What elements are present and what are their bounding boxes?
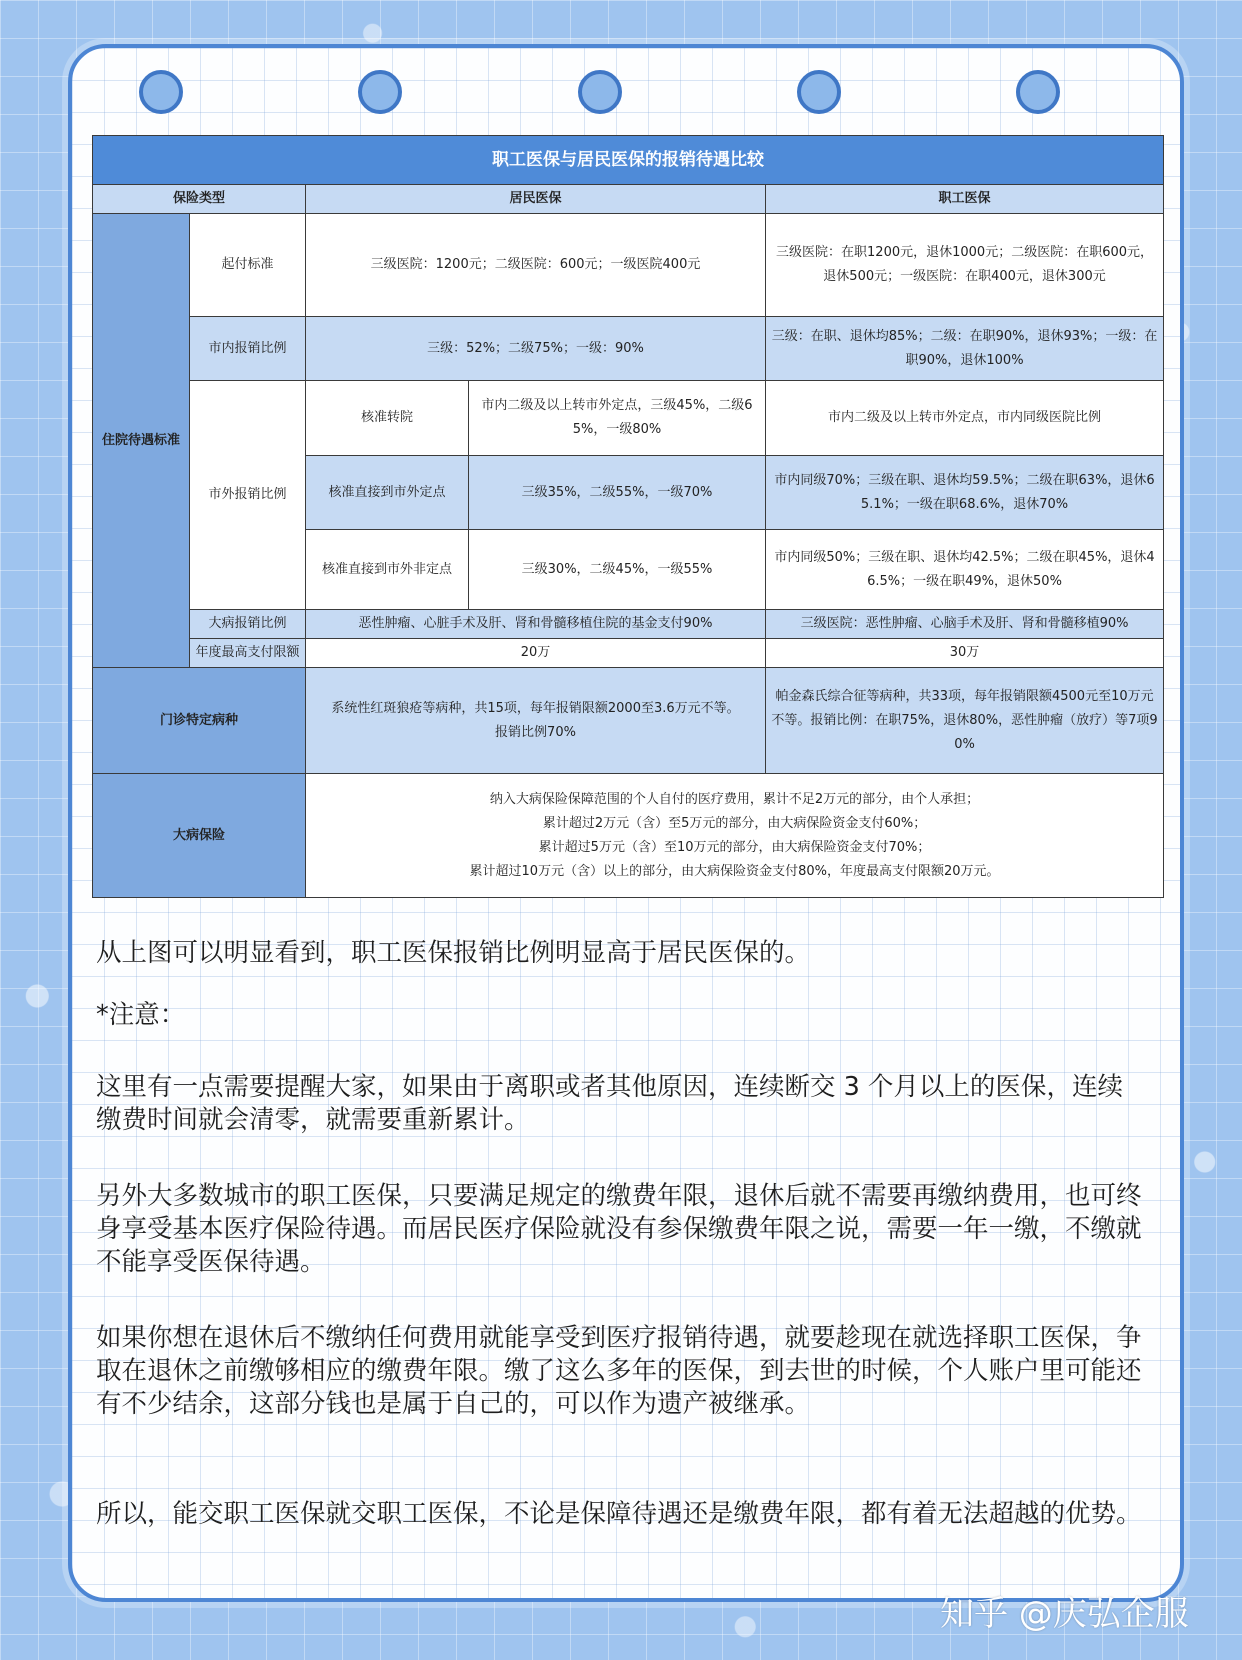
binder-ring-icon [139, 70, 183, 114]
binder-ring-icon [358, 70, 402, 114]
article-note-heading: *注意： [96, 1000, 186, 1030]
header-resident: 居民医保 [306, 185, 766, 214]
binder-ring-icon [797, 70, 841, 114]
row-label-annual-cap: 年度最高支付限额 [190, 639, 306, 668]
header-insurance-type: 保险类型 [93, 185, 306, 214]
cell-resident-out-city: 三级30%，二级45%，一级55% [469, 530, 766, 610]
table-title: 职工医保与居民医保的报销待遇比较 [93, 136, 1164, 185]
row-label-out-city: 市外报销比例 [190, 381, 306, 610]
cell-employee-out-city: 市内二级及以上转市外定点，市内同级医院比例 [766, 381, 1164, 456]
article-paragraph: 这里有一点需要提醒大家，如果由于离职或者其他原因，连续断交 3 个月以上的医保，连续缴费时间就会清零，就需要重新累计。 [96, 1072, 1123, 1135]
binder-ring-icon [578, 70, 622, 114]
header-employee: 职工医保 [766, 185, 1164, 214]
cell-employee-in-city: 三级：在职、退休均85%；二级：在职90%，退休93%；一级：在职90%，退休100% [766, 317, 1164, 381]
cell-employee-deductible: 三级医院：在职1200元，退休1000元；二级医院：在职600元，退休500元；一级医院：在职400元，退休300元 [766, 214, 1164, 317]
major-illness-line: 累计超过10万元（含）以上的部分，由大病保险资金支付80%，年度最高支付限额20万元。 [469, 863, 1000, 879]
article-paragraph: 如果你想在退休后不缴纳任何费用就能享受到医疗报销待遇，就要趁现在就选择职工医保，争取在退休之前缴够相应的缴费年限。缴了这么多年的医保，到去世的时候，个人账户里可能还有不少结余，这部分钱也是属于自己的，可以作为遗产被继承。 [96, 1323, 1142, 1419]
resident-outpatient-line: 系统性红斑狼疮等病种，共15项，每年报销限额2000至3.6万元不等。 [331, 700, 740, 716]
binder-ring-icon [1016, 70, 1060, 114]
row-label-critical: 大病报销比例 [190, 610, 306, 639]
resident-outpatient-line: 报销比例70% [495, 724, 576, 740]
major-illness-line: 累计超过2万元（含）至5万元的部分，由大病保险资金支付60%； [542, 815, 927, 831]
zhihu-watermark: 知乎 @庆弘企服 [940, 1594, 1189, 1634]
category-outpatient: 门诊特定病种 [93, 668, 306, 774]
category-major-illness: 大病保险 [93, 774, 306, 898]
cell-resident-in-city: 三级：52%；二级75%；一级：90% [306, 317, 766, 381]
cell-employee-outpatient: 帕金森氏综合征等病种，共33项，每年报销限额4500元至10万元不等。报销比例：在职75%，退休80%，恶性肿瘤（放疗）等7项90% [766, 668, 1164, 774]
row-label-deductible: 起付标准 [190, 214, 306, 317]
major-illness-line: 累计超过5万元（含）至10万元的部分，由大病保险资金支付70%； [538, 839, 931, 855]
cell-out-city-type: 核准直接到市外非定点 [306, 530, 469, 610]
article-paragraph: 所以，能交职工医保就交职工医保，不论是保障待遇还是缴费年限，都有着无法超越的优势。 [96, 1499, 1142, 1529]
cell-resident-deductible: 三级医院：1200元；二级医院：600元；一级医院400元 [306, 214, 766, 317]
comparison-table [92, 135, 1164, 898]
cell-resident-out-city: 市内二级及以上转市外定点，三级45%，二级65%，一级80% [469, 381, 766, 456]
category-inpatient: 住院待遇标准 [93, 214, 190, 668]
cell-resident-annual-cap: 20万 [306, 639, 766, 668]
cell-out-city-type: 核准直接到市外定点 [306, 456, 469, 530]
article-paragraph: 从上图可以明显看到，职工医保报销比例明显高于居民医保的。 [96, 938, 811, 968]
row-label-in-city: 市内报销比例 [190, 317, 306, 381]
cell-major-illness [306, 774, 1164, 898]
article-paragraph: 另外大多数城市的职工医保，只要满足规定的缴费年限，退休后就不需要再缴纳费用，也可终身享受基本医疗保险待遇。而居民医疗保险就没有参保缴费年限之说，需要一年一缴，不缴就不能享受医保待遇。 [96, 1181, 1142, 1277]
cell-resident-critical: 恶性肿瘤、心脏手术及肝、肾和骨髓移植住院的基金支付90% [306, 610, 766, 639]
cell-resident-outpatient [306, 668, 766, 774]
major-illness-line: 纳入大病保险保障范围的个人自付的医疗费用，累计不足2万元的部分，由个人承担； [489, 791, 980, 807]
cell-employee-critical: 三级医院：恶性肿瘤、心脑手术及肝、肾和骨髓移植90% [766, 610, 1164, 639]
cell-out-city-type: 核准转院 [306, 381, 469, 456]
cell-employee-annual-cap: 30万 [766, 639, 1164, 668]
cell-employee-out-city: 市内同级70%；三级在职、退休均59.5%；二级在职63%，退休65.1%；一级在职68.6%，退休70% [766, 456, 1164, 530]
cell-employee-out-city: 市内同级50%；三级在职、退休均42.5%；二级在职45%，退休46.5%；一级在职49%，退休50% [766, 530, 1164, 610]
cell-resident-out-city: 三级35%，二级55%，一级70% [469, 456, 766, 530]
